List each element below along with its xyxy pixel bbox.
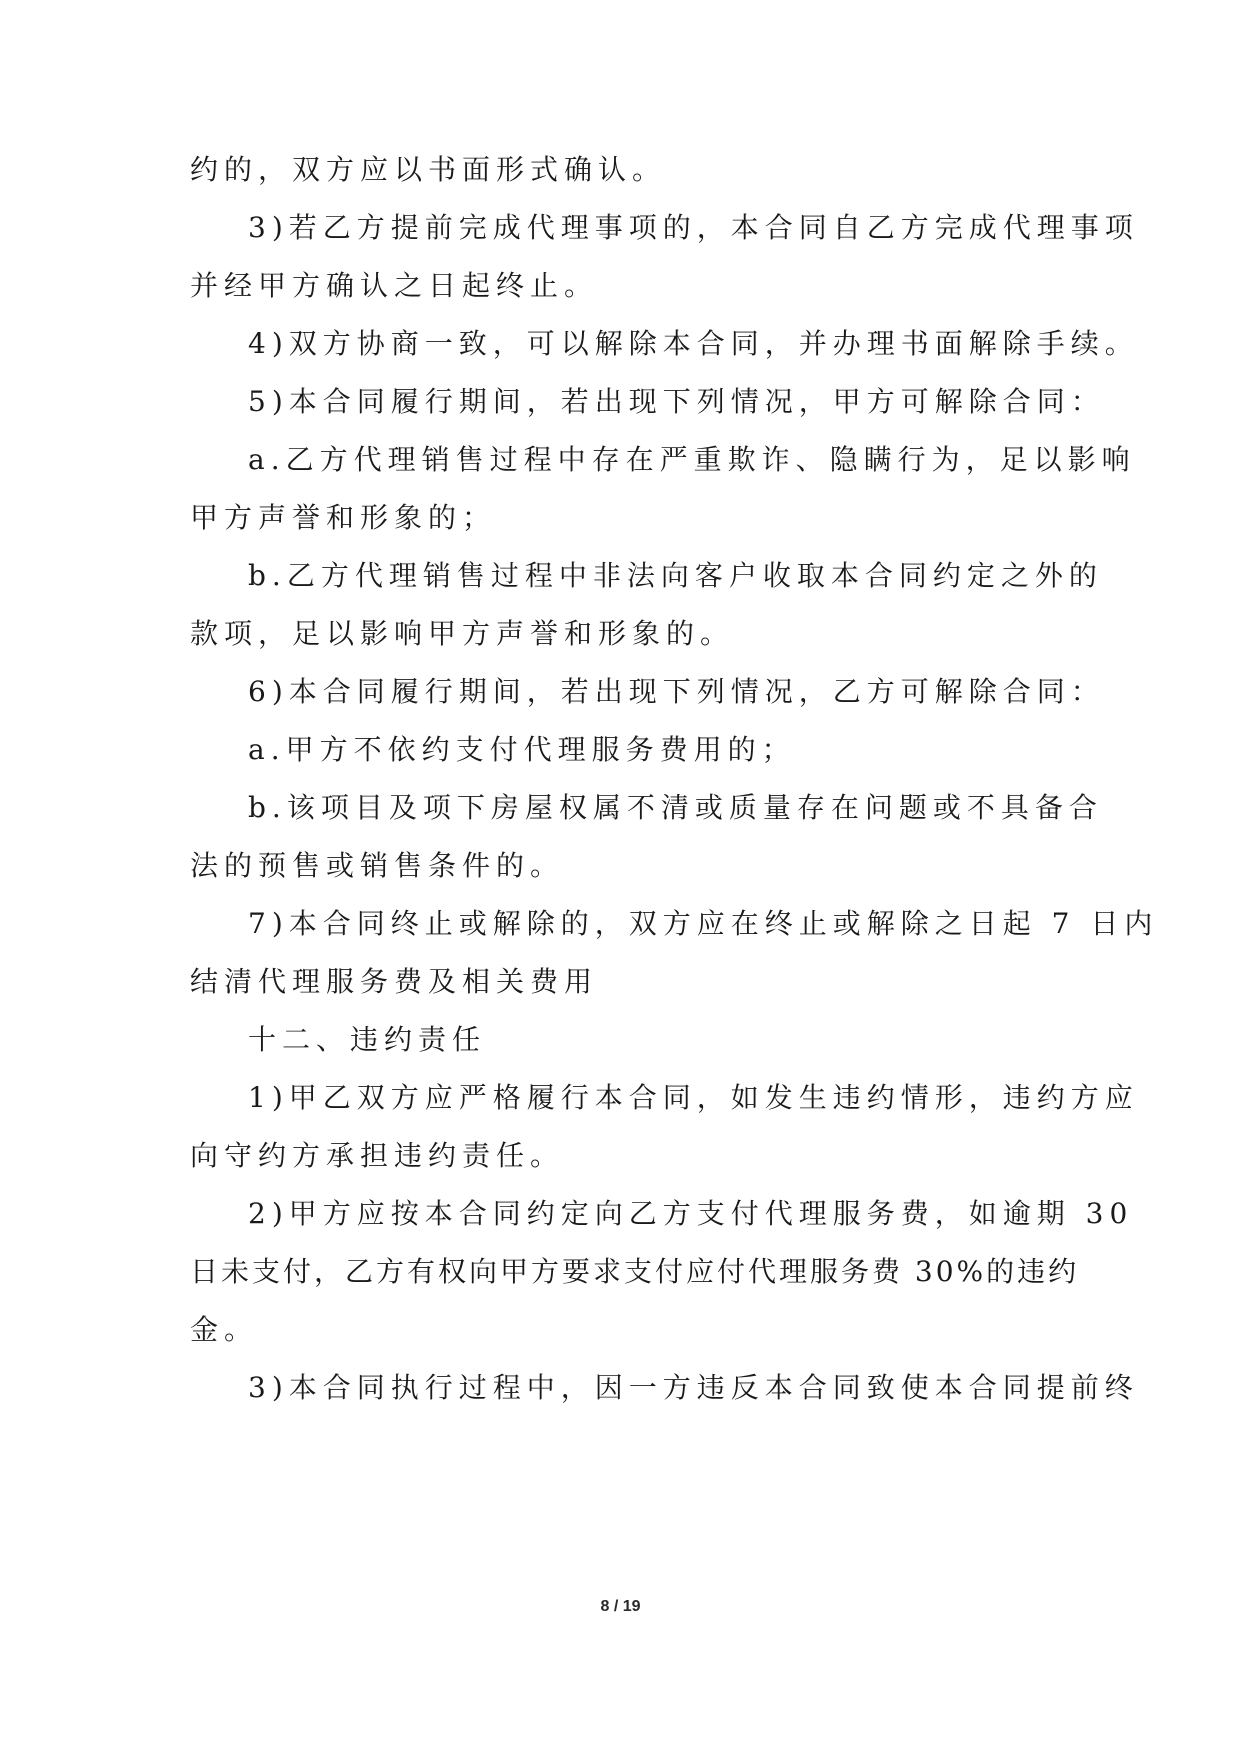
paragraph-line: 约的，双方应以书面形式确认。 bbox=[190, 153, 667, 186]
paragraph-line: 2)甲方应按本合同约定向乙方支付代理服务费，如逾期 30 bbox=[248, 1197, 1134, 1230]
paragraph-line: b.该项目及项下房屋权属不清或质量存在问题或不具备合 bbox=[248, 791, 1103, 824]
page-number: 8 / 19 bbox=[600, 1598, 641, 1615]
paragraph-line: 款项，足以影响甲方声誉和形象的。 bbox=[190, 617, 735, 650]
paragraph-line: 金。 bbox=[190, 1313, 259, 1346]
paragraph-line: 日未支付，乙方有权向甲方要求支付应付代理服务费 30%的违约 bbox=[190, 1255, 1080, 1288]
paragraph-line: 甲方声誉和形象的； bbox=[190, 501, 497, 534]
paragraph-line: 并经甲方确认之日起终止。 bbox=[190, 269, 599, 302]
section-heading: 十二、违约责任 bbox=[248, 1023, 487, 1056]
paragraph-line: 3)本合同执行过程中，因一方违反本合同致使本合同提前终 bbox=[248, 1371, 1139, 1404]
paragraph-line: 7)本合同终止或解除的，双方应在终止或解除之日起 7 日内 bbox=[248, 907, 1159, 940]
paragraph-line: 法的预售或销售条件的。 bbox=[190, 849, 565, 882]
paragraph-line: 5)本合同履行期间，若出现下列情况，甲方可解除合同： bbox=[248, 385, 1105, 418]
paragraph-line: 3)若乙方提前完成代理事项的，本合同自乙方完成代理事项 bbox=[248, 211, 1139, 244]
paragraph-line: 6)本合同履行期间，若出现下列情况，乙方可解除合同： bbox=[248, 675, 1105, 708]
paragraph-line: b.乙方代理销售过程中非法向客户收取本合同约定之外的 bbox=[248, 559, 1103, 592]
paragraph-line: 向守约方承担违约责任。 bbox=[190, 1139, 565, 1172]
paragraph-line: a.甲方不依约支付代理服务费用的； bbox=[248, 733, 796, 766]
paragraph-line: 4)双方协商一致，可以解除本合同，并办理书面解除手续。 bbox=[248, 327, 1139, 360]
paragraph-line: 1)甲乙双方应严格履行本合同，如发生违约情形，违约方应 bbox=[248, 1081, 1139, 1114]
paragraph-line: a.乙方代理销售过程中存在严重欺诈、隐瞒行为，足以影响 bbox=[248, 443, 1136, 476]
paragraph-line: 结清代理服务费及相关费用 bbox=[190, 965, 599, 998]
